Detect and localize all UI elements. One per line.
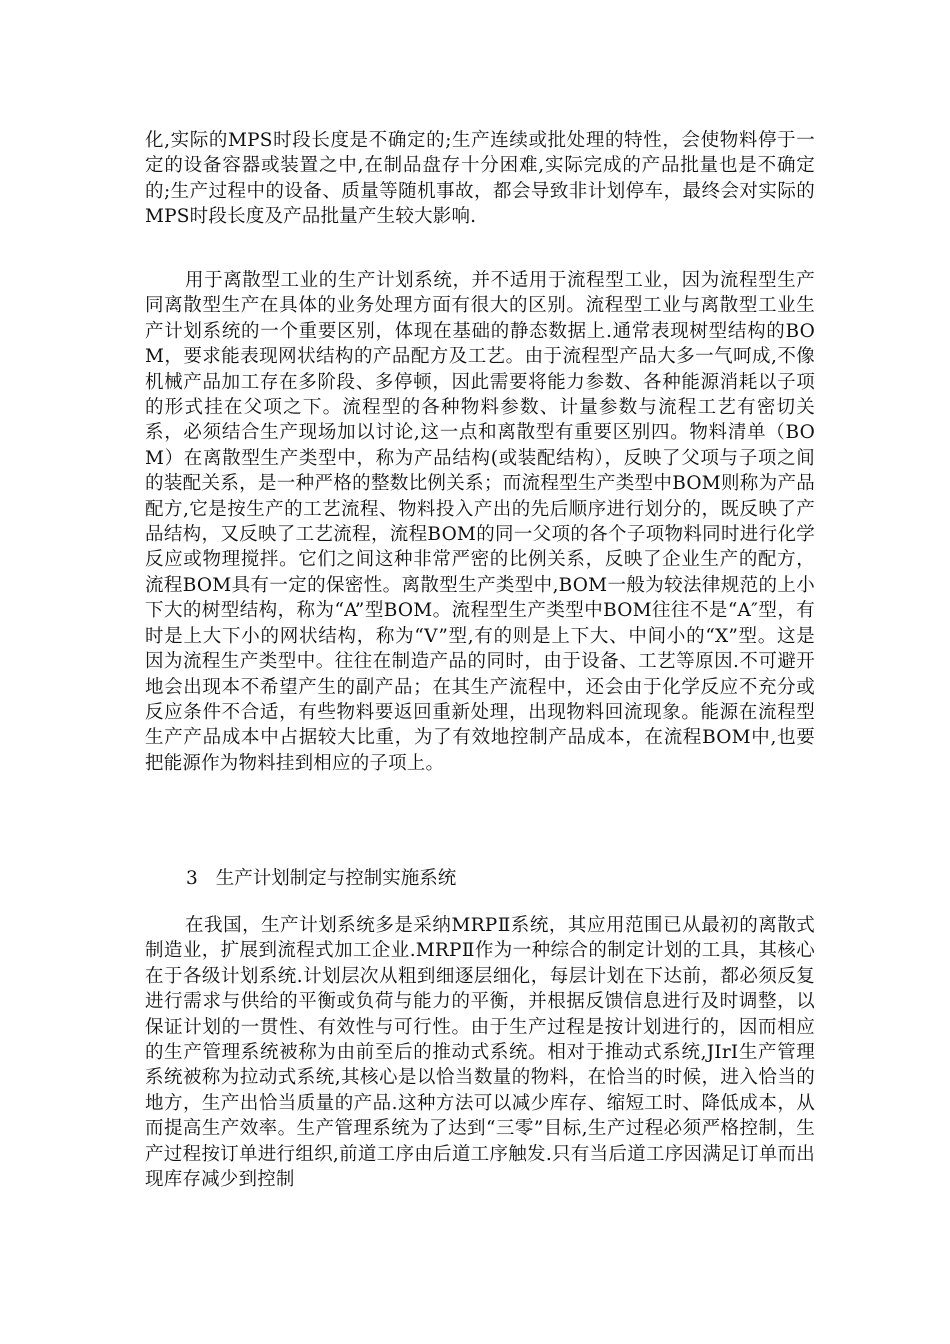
section-number: 3: [186, 868, 198, 889]
paragraph-3: 在我国，生产计划系统多是采纳MRPⅡ系统，其应用范围已从最初的离散式制造业，扩展到流程式加工企业.MRPⅡ作为一种综合的制定计划的工具，其核心在于各级计划系统.计划层次从粗到细逐层细化，每层计划在下达前，都必须反复进行需求与供给的平衡或负荷与能力的平衡，并根据反馈信息进行及时调整，以保证计划的一贯性、有效性与可行性。由于生产过程是按计划进行的，因而相应的生产管理系统被称为由前至后的推动式系统。相对于推动式系统,JIrI生产管理系统被称为拉动式系统,其核心是以恰当数量的物料，在恰当的时候，进入恰当的地方，生产出恰当质量的产品.这种方法可以减少库存、缩短工时、降低成本，从而提高生产效率。生产管理系统为了达到“三零”目标,生产过程必须严格控制，生产过程按订单进行组织,前道工序由后道工序触发.只有当后道工序因满足订单而出现库存减少到控制: [145, 915, 815, 1191]
section-heading: [186, 866, 456, 891]
paragraph-1: 化,实际的MPS时段长度是不确定的;生产连续或批处理的特性，会使物料停于一定的设备容器或装置之中,在制品盘存十分困难,实际完成的产品批量也是不确定的;生产过程中的设备、质量等随机事故，都会导致非计划停车，最终会对实际的MPS时段长度及产品批量产生较大影响.: [145, 130, 815, 228]
paragraph-2: 用于离散型工业的生产计划系统，并不适用于流程型工业，因为流程型生产同离散型生产在具体的业务处理方面有很大的区别。流程型工业与离散型工业生产计划系统的一个重要区别，体现在基础的静态数据上.通常表现树型结构的BOM，要求能表现网状结构的产品配方及工艺。由于流程型产品大多一气呵成,不像机械产品加工存在多阶段、多停顿，因此需要将能力参数、各种能源消耗以子项的形式挂在父项之下。流程型的各种物料参数、计量参数与流程工艺有密切关系，必须结合生产现场加以讨论,这一点和离散型有重要区别四。物料清单（BOM）在离散型生产类型中，称为产品结构(或装配结构），反映了父项与子项之间的装配关系，是一种严格的整数比例关系；而流程型生产类型中BOM则称为产品配方,它是按生产的工艺流程、物料投入产出的先后顺序进行划分的，既反映了产品结构，又反映了工艺流程，流程BOM的同一父项的各个子项物料同时进行化学反应或物理搅拌。它们之间这种非常严密的比例关系，反映了企业生产的配方，流程BOM具有一定的保密性。离散型生产类型中,BOM一般为较法律规范的上小下大的树型结构，称为“A”型BOM。流程型生产类型中BOM往往不是“A″型，有时是上大下小的网状结构，称为“V”型,有的则是上下大、中间小的“X”型。这是因为流程生产类型中。往往在制造产品的同时，由于设备、工艺等原因.不可避开地会出现本不希望产生的副产品；在其生产流程中，还会由于化学反应不充分或反应条件不合适，有些物料要返回重新处理，出现物料回流现象。能源在流程型生产产品成本中占据较大比重，为了有效地控制产品成本，在流程BOM中,也要把能源作为物料挂到相应的子项上。: [145, 270, 815, 774]
section-title: 生产计划制定与控制实施系统: [215, 868, 457, 889]
